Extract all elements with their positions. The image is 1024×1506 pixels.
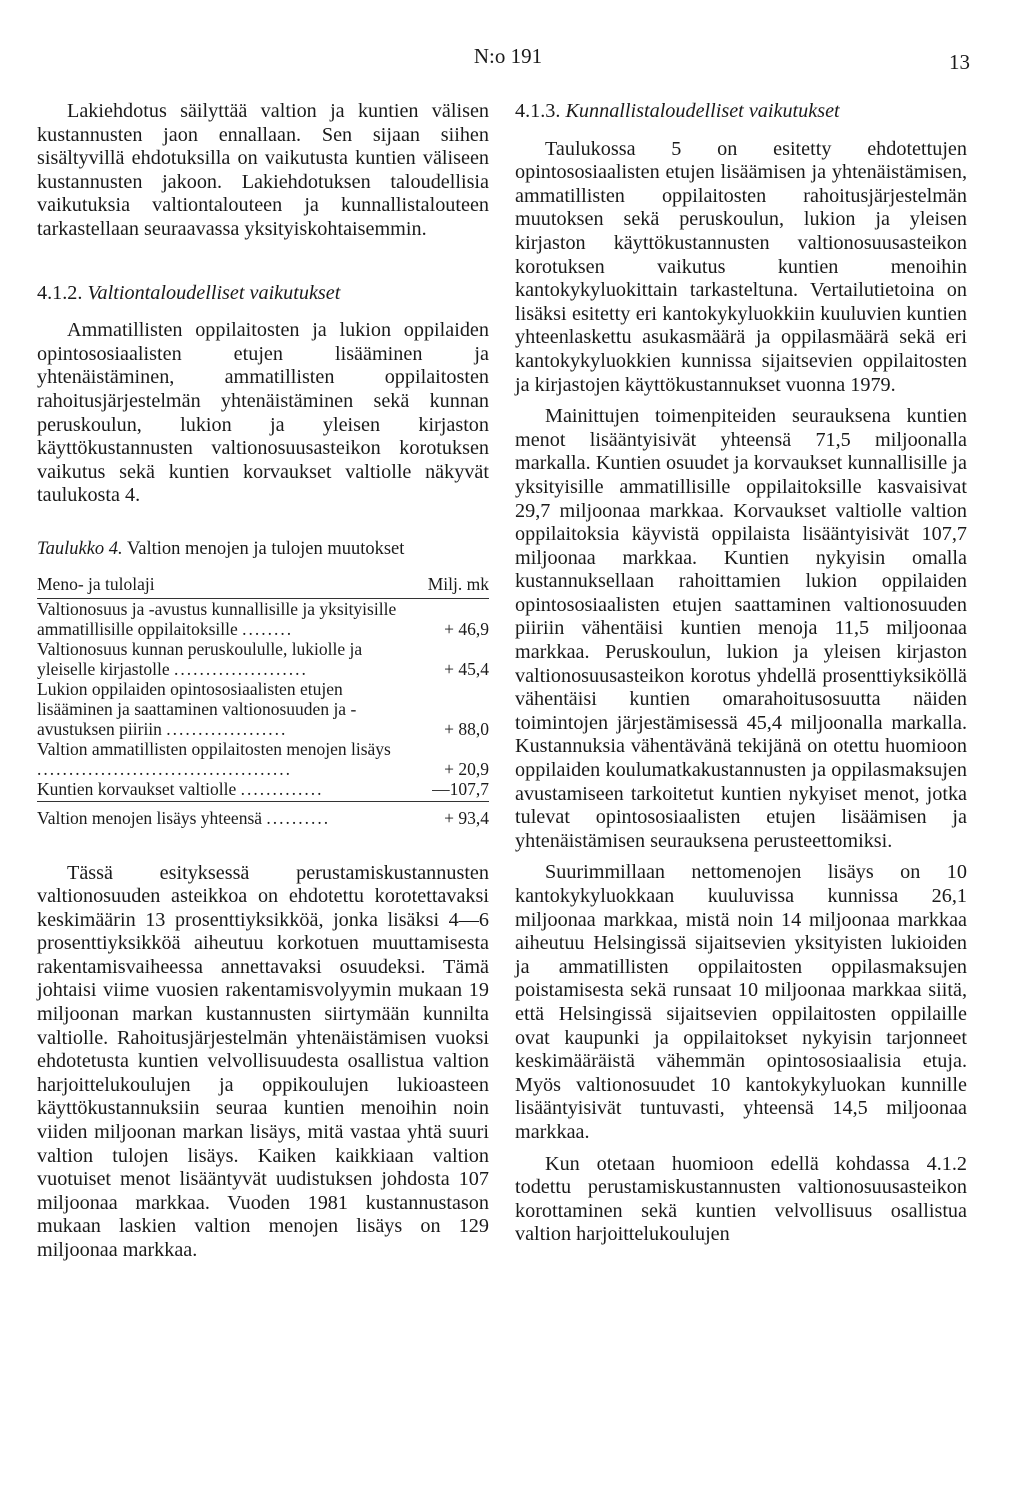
row-label-cell xyxy=(37,739,411,779)
table-row xyxy=(37,598,489,639)
row-label-cell xyxy=(37,779,411,802)
table-caption-text: Valtion menojen ja tulojen muutokset xyxy=(126,538,405,559)
row-label-cell xyxy=(37,679,411,739)
row-label: Valtion ammatillisten oppilaitosten menojen lisäys xyxy=(37,738,391,759)
section-heading-4-1-3 xyxy=(515,100,967,124)
row-value: —107,7 xyxy=(411,779,489,802)
paragraph: Kun otetaan huomioon edellä kohdassa 4.1.2 todettu perustamiskustannusten valtionosuusasteikon korottaminen sekä kuntien velvollisuus osallistua valtion harjoittelukoulujen xyxy=(515,1152,967,1246)
section-number: 4.1.2. xyxy=(37,281,83,304)
total-label: Valtion menojen lisäys yhteensä xyxy=(37,807,263,828)
paragraph: Tässä esityksessä perustamiskustannusten valtionosuuden asteikkoa on ehdotettu korotettavaksi keskimäärin 13 prosenttiyksikköä, jonka lisäksi 4—6 prosenttiyksikköä aiheutuu korkotuen muuttamisesta rakentamisvaiheessa annettavaksi osuudeksi. Tämä johtaisi viime vuosien rakentamisvolyymin mukaan 19 miljoonan markan kustannusten siirtymään kunnilta valtiolle. Rahoitusjärjestelmän yhtenäistämisen vuoksi ehdotetusta kuntien velvollisuudesta osallistua valtion harjoittelukoulujen ja oppikoulujen lukioasteen käyttökustannuksiin seuraa kuntien menoihin noin viiden miljoonan markan lisäys, mitä vastaa yhtä suuri valtion tulojen lisäys. Kaiken kaikkiaan valtion vuotuiset menot lisääntyvät uudistuksen johdosta 107 miljoonaa markkaa. Vuoden 1981 kustannustason mukaan laskien valtion menojen lisäys on 129 miljoonaa markkaa. xyxy=(37,861,489,1261)
row-label-cell xyxy=(37,639,411,679)
row-label: Lukion oppilaiden opintososiaalisten etujen lisääminen ja saattaminen valtionosuuden ja -avustuksen piiriin xyxy=(37,678,357,739)
left-column xyxy=(37,100,489,1263)
section-heading-4-1-2 xyxy=(37,282,489,306)
table-row xyxy=(37,739,489,779)
page-number: 13 xyxy=(949,50,970,74)
dot-leader: ........ xyxy=(242,618,294,639)
total-value: + 93,4 xyxy=(444,807,489,828)
total-label-cell xyxy=(37,801,411,828)
row-value: + 45,4 xyxy=(444,658,489,679)
row-label: Valtionosuus kunnan peruskoululle, lukiolle ja yleiselle kirjastolle xyxy=(37,638,363,679)
paragraph: Ammatillisten oppilaitosten ja lukion oppilaiden opintososiaalisten etujen lisääminen ja yhtenäistäminen, ammatillisten oppilaitosten rahoitusjärjestelmän yhtenäistäminen sekä kunnan peruskoulun, lukion ja yleisen kirjaston käyttökustannusten valtionosuusasteikon korotuksen vaikutus sekä kuntien korvaukset valtiolle näkyvät taulukosta 4. xyxy=(37,319,489,507)
row-value: + 46,9 xyxy=(444,618,489,639)
dot-leader: ............. xyxy=(240,778,324,799)
row-label: Valtionosuus ja -avustus kunnallisille ja yksityisille ammatillisille oppilaitoksille xyxy=(37,598,397,639)
section-title: Valtiontaloudelliset vaikutukset xyxy=(87,281,341,304)
section-number: 4.1.3. xyxy=(515,100,561,122)
column-header-type: Meno- ja tulolaji xyxy=(37,572,411,599)
row-label-cell xyxy=(37,598,411,639)
dot-leader: ................... xyxy=(166,718,288,739)
table-row xyxy=(37,639,489,679)
column-header-amount: Milj. mk xyxy=(411,572,489,599)
table-header-row xyxy=(37,572,489,599)
dot-leader: ..................... xyxy=(174,658,308,679)
table-caption xyxy=(37,538,489,562)
table-4 xyxy=(37,572,489,828)
row-value: + 88,0 xyxy=(444,718,489,739)
paragraph: Taulukossa 5 on esitetty ehdotettujen opintososiaalisten etujen lisäämisen ja yhtenäistämisen, ammatillisten oppilaitosten rahoitusjärjestelmän muutoksen sekä peruskoulun, lukion ja yleisen kirjaston käyttökustannusten valtionosuusasteikon korotuksen vaikutus kuntien menoihin kantokykyluokittain tarkasteltuna. Vertailutietoina on lisäksi esitetty eri kantokykyluokkiin kuuluvien kuntien yhteenlaskettu asukasmäärä ja oppilasmäärä sekä eri kantokykyluokkien kunnissa sijaitsevien oppilaitosten ja kirjastojen käyttökustannukset vuonna 1979. xyxy=(515,137,967,396)
intro-paragraph: Lakiehdotus säilyttää valtion ja kuntien välisen kustannusten jaon ennallaan. Sen sijaan siihen sisältyvillä ehdotuksilla on vaikutusta kuntien väliseen kustannusten jakoon. Lakiehdotuksen taloudellisia vaikutuksia valtiontalouteen ja kunnallistalouteen tarkastellaan seuraavassa yksityiskohtaisemmin. xyxy=(37,100,489,240)
dot-leader: ........................................ xyxy=(37,758,292,779)
paragraph: Mainittujen toimenpiteiden seurauksena kuntien menot lisääntyisivät yhteensä 71,5 miljoonalla markalla. Kuntien osuudet ja korvaukset kunnallisille ja yksityisille ammatillisille oppilaitoksille kasvaisivat 29,7 miljoonaa markkaa. Korvaukset valtiolle valtion oppilaitoksia käyvistä oppilaista lisääntyisivät 107,7 miljoonaa markkaa. Kuntien nykyisin omalla kustannuksellaan rahoittamien lukion oppilaiden opintososiaalisten etujen saattaminen valtionosuuden piiriin vähentäisi kuntien menoja 11,5 miljoonaa markkaa. Peruskoulun, lukion ja yleisen kirjaston valtionosuusasteikon korotus yhdellä prosenttiyksiköllä vähentäisi kuntien omarahoitusosuutta näiden toimintojen järjestämisessä 45,4 miljoonalla markalla. Kustannuksia vähentävänä tekijänä on otettu huomioon oppilaiden koulumatkakustannusten ja oppilasmaksujen avustamiseen tarkoitetut kuntien nykyiset menot, jotka tulevat opintososiaalisten etujen lisäämisen ja yhtenäistämisen seurauksena perusteettomiksi. xyxy=(515,405,967,852)
document-number: N:o 191 xyxy=(473,44,543,68)
section-title: Kunnallistaloudelliset vaikutukset xyxy=(565,100,840,122)
paragraph: Suurimmillaan nettomenojen lisäys on 10 kantokykyluokkaan kuuluvissa kunnissa 26,1 miljoonaa markkaa, mistä noin 14 miljoonaa markkaa aiheutuu Helsingissä sijaitsevien yksityisten lukioiden ja ammatillisten oppilaitosten oppilasmaksujen poistamisesta sekä runsaat 10 miljoonaa markkaa siitä, että Helsingissä sijaitsevien oppilaitosten oppilaille ovat kaupunki ja oppilaitokset nykyisin tarjonneet keskimääräistä vähemmän opintososiaalisia etuja. Myös valtionosuudet 10 kantokykyluokan kunnille lisääntyisivät tuntuvasti, yhteensä 14,5 miljoonaa markkaa. xyxy=(515,861,967,1143)
table-total-row xyxy=(37,801,489,828)
table-caption-label: Taulukko 4. xyxy=(37,538,123,559)
right-column xyxy=(515,100,967,1247)
table-row xyxy=(37,679,489,739)
row-label: Kuntien korvaukset valtiolle xyxy=(37,778,237,799)
table-row xyxy=(37,779,489,802)
dot-leader: .......... xyxy=(266,807,331,828)
row-value: + 20,9 xyxy=(444,758,489,779)
